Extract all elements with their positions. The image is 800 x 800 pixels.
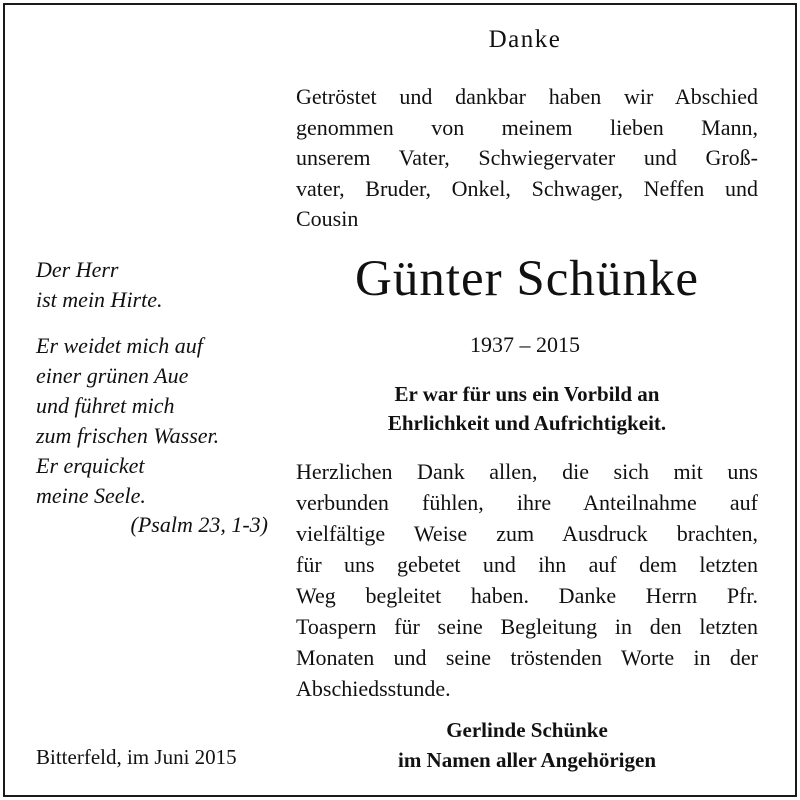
thanks-line: für uns gebetet und ihn auf dem letzten — [296, 552, 758, 577]
thanks-line: verbunden fühlen, ihre Anteilnahme auf — [296, 490, 758, 515]
thanks-line: vielfältige Weise zum Ausdruck brachten, — [296, 521, 758, 546]
verse-line: Der Herr — [36, 257, 119, 282]
tribute-text — [296, 380, 758, 438]
tribute-line: Ehrlichkeit und Aufrichtigkeit. — [387, 411, 667, 435]
intro-line: vater, Bruder, Onkel, Schwager, Neffen und — [296, 175, 758, 201]
signature-line: Gerlinde Schünke — [446, 718, 608, 742]
thanks-text — [296, 456, 758, 704]
verse-line: zum frischen Wasser. — [36, 423, 220, 448]
verse-spacer — [36, 315, 286, 331]
verse-line: und führet mich — [36, 393, 175, 418]
thanks-line: Herzlichen Dank allen, die sich mit uns — [296, 459, 758, 484]
verse-line: meine Seele. — [36, 483, 146, 508]
place-date: Bitterfeld, im Juni 2015 — [36, 745, 237, 769]
tribute-line: Er war für uns ein Vorbild an — [394, 382, 660, 406]
intro-line: genommen von meinem lieben Mann, — [296, 114, 758, 140]
bible-verse — [36, 255, 286, 511]
intro-line: unserem Vater, Schwiegervater und Groß- — [296, 145, 758, 170]
intro-line: Cousin — [296, 206, 359, 231]
intro-text — [296, 82, 758, 235]
thanks-line: Monaten und seine tröstenden Worte in der — [296, 645, 758, 670]
thanks-line: Weg begleitet haben. Danke Herrn Pfr. — [296, 583, 758, 608]
thanks-line: Toaspern für seine Begleitung in den letzten — [296, 614, 758, 639]
intro-line: Getröstet und dankbar haben wir Abschied — [296, 84, 758, 109]
verse-line: Er weidet mich auf — [36, 333, 203, 358]
verse-line: Er erquicket — [36, 453, 145, 478]
notice-heading: Danke — [488, 26, 562, 53]
signature — [296, 715, 758, 775]
verse-line: einer grünen Aue — [36, 363, 189, 388]
verse-source: (Psalm 23, 1-3) — [130, 512, 268, 537]
deceased-name: Günter Schünke — [354, 251, 699, 307]
life-years: 1937 – 2015 — [470, 332, 580, 357]
thanks-line: Abschiedsstunde. — [296, 676, 451, 701]
signature-line: im Namen aller Angehörigen — [397, 748, 656, 772]
verse-line: ist mein Hirte. — [36, 287, 163, 312]
